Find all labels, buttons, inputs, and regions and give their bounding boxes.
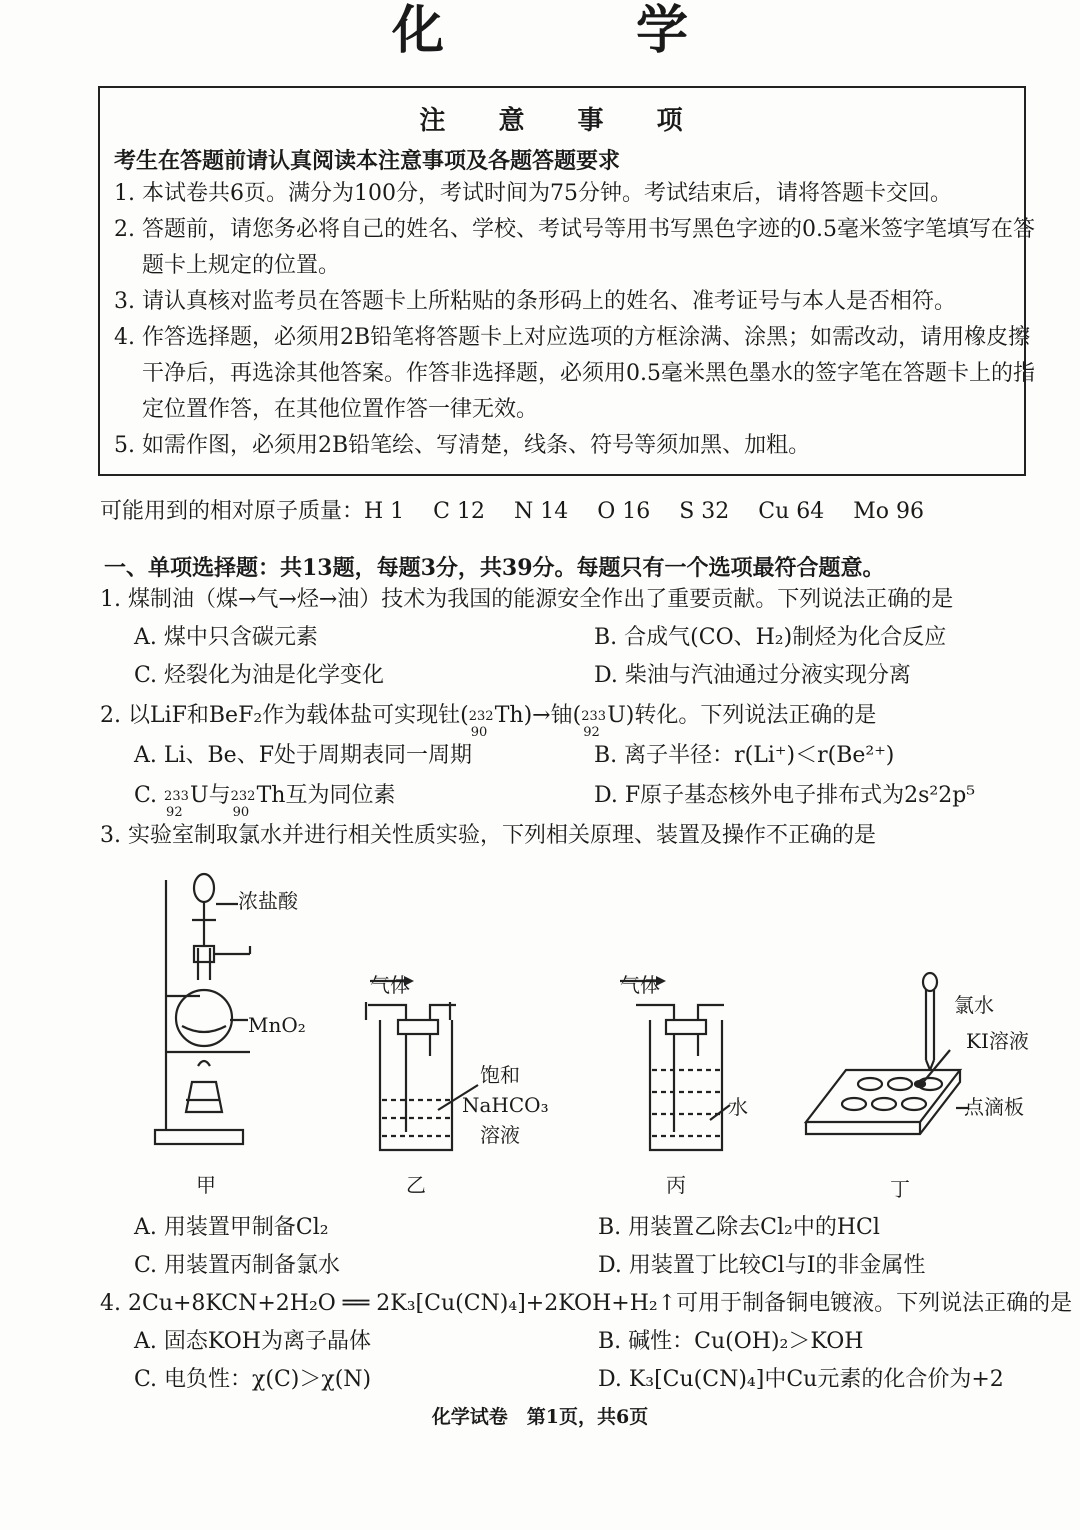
section-heading: 一、单项选择题：共13题，每题3分，共39分。每题只有一个选项最符合题意。 xyxy=(104,555,885,581)
thorium-symbol: Th xyxy=(494,703,524,728)
label-solution: 溶液 xyxy=(480,1123,520,1147)
notice-item-4-cont1: 干净后，再选涂其他答案。作答非选择题，必须用0.5毫米黑色墨水的签字笔在答题卡上的指 xyxy=(142,361,1035,386)
q1-option-a: A. 煤中只含碳元素 xyxy=(134,625,318,650)
label-gas-1: 气体 xyxy=(370,973,410,997)
label-ki-solution: KI溶液 xyxy=(966,1029,1029,1053)
q4-option-a: A. 固态KOH为离子晶体 xyxy=(134,1329,371,1354)
q2-option-d: D. F原子基态核外电子排布式为2s²2p⁵ xyxy=(594,783,976,808)
notice-item-2: 2. 答题前，请您务必将自己的姓名、学校、考试号等用书写黑色字迹的0.5毫米签字笔填写在答 xyxy=(114,217,1035,242)
q2-stem-pre: 2. 以LiF和BeF₂作为载体盐可实现钍( xyxy=(100,703,469,728)
q2-option-b: B. 离子半径：r(Li⁺)＜r(Be²⁺) xyxy=(594,743,895,768)
notice-item-3: 3. 请认真核对监考员在答题卡上所粘贴的条形码上的姓名、准考证号与本人是否相符。 xyxy=(114,289,956,314)
uranium-symbol: U xyxy=(607,703,626,728)
label-yi: 乙 xyxy=(406,1173,426,1197)
q1-option-b: B. 合成气(CO、H₂)制烃为化合反应 xyxy=(594,625,947,650)
apparatus-figure xyxy=(100,860,1060,1210)
notice-item-2-cont: 题卡上规定的位置。 xyxy=(142,253,341,278)
label-ding: 丁 xyxy=(890,1177,910,1201)
notice-item-4-cont2: 定位置作答，在其他位置作答一律无效。 xyxy=(142,397,539,422)
uranium-nuclide: 233 92 xyxy=(581,709,607,740)
q2-option-a: A. Li、Be、F处于周期表同一周期 xyxy=(134,743,472,768)
notice-item-1: 1. 本试卷共6页。满分为100分，考试时间为75分钟。考试结束后，请将答题卡交回。 xyxy=(114,181,952,206)
q3-option-b: B. 用装置乙除去Cl₂中的HCl xyxy=(598,1215,880,1240)
label-spot-plate: 点滴板 xyxy=(964,1095,1024,1119)
page-title: 化 学 xyxy=(391,0,758,61)
q4-option-c: C. 电负性：χ(C)＞χ(N) xyxy=(134,1367,372,1392)
apparatus-jia xyxy=(155,874,250,1144)
notice-heading: 注 意 事 项 xyxy=(419,106,705,136)
apparatus-yi xyxy=(366,1002,456,1150)
q4-option-d: D. K₃[Cu(CN)₄]中Cu元素的化合价为+2 xyxy=(598,1367,1004,1392)
q2-option-c: C. 233 92 U与 232 90 Th互为同位素 xyxy=(134,783,396,820)
q1-option-c: C. 烃裂化为油是化学变化 xyxy=(134,663,385,688)
q3-option-a: A. 用装置甲制备Cl₂ xyxy=(134,1215,329,1240)
notice-subheading: 考生在答题前请认真阅读本注意事项及各题答题要求 xyxy=(114,148,621,174)
label-saturated: 饱和 xyxy=(480,1063,520,1087)
page-footer: 化学试卷 第1页，共6页 xyxy=(431,1406,649,1428)
notice-item-5: 5. 如需作图，必须用2B铅笔绘、写清楚，线条、符号等须加黑、加粗。 xyxy=(114,433,811,458)
label-bing: 丙 xyxy=(666,1173,686,1197)
q4-option-b: B. 碱性：Cu(OH)₂＞KOH xyxy=(598,1329,864,1354)
label-nahco3: NaHCO₃ xyxy=(462,1093,549,1117)
thorium-nuclide: 232 90 xyxy=(468,709,494,740)
q4-stem: 4. 2Cu+8KCN+2H₂O ══ 2K₃[Cu(CN)₄]+2KOH+H₂↑可用于制备铜电镀液。下列说法正确的是 xyxy=(100,1291,1073,1316)
notice-item-4: 4. 作答选择题，必须用2B铅笔将答题卡上对应选项的方框涂满、涂黑；如需改动，请用橡皮擦 xyxy=(114,325,1031,350)
apparatus-ding xyxy=(806,973,960,1134)
label-conc-hcl: 浓盐酸 xyxy=(238,889,298,913)
atomic-masses: 可能用到的相对原子质量：H 1 C 12 N 14 O 16 S 32 Cu 64 Mo 96 xyxy=(100,499,925,524)
label-mno2: MnO₂ xyxy=(248,1013,306,1037)
apparatus-bing xyxy=(636,1005,724,1150)
q1-stem: 1. 煤制油（煤→气→烃→油）技术为我国的能源安全作出了重要贡献。下列说法正确的是 xyxy=(100,587,954,612)
q3-option-d: D. 用装置丁比较Cl与I的非金属性 xyxy=(598,1253,926,1278)
label-chlorine-water: 氯水 xyxy=(954,993,994,1017)
label-jia: 甲 xyxy=(196,1173,216,1197)
label-gas-2: 气体 xyxy=(620,973,660,997)
label-water: 水 xyxy=(728,1095,748,1119)
q1-option-d: D. 柴油与汽油通过分液实现分离 xyxy=(594,663,911,688)
q2-stem: 2. 以LiF和BeF₂作为载体盐可实现钍( 232 90 Th)→铀( 233 92 U)转化。下列说法正确的是 xyxy=(100,703,877,740)
q3-option-c: C. 用装置丙制备氯水 xyxy=(134,1253,341,1278)
q3-stem: 3. 实验室制取氯水并进行相关性质实验，下列相关原理、装置及操作不正确的是 xyxy=(100,823,876,848)
